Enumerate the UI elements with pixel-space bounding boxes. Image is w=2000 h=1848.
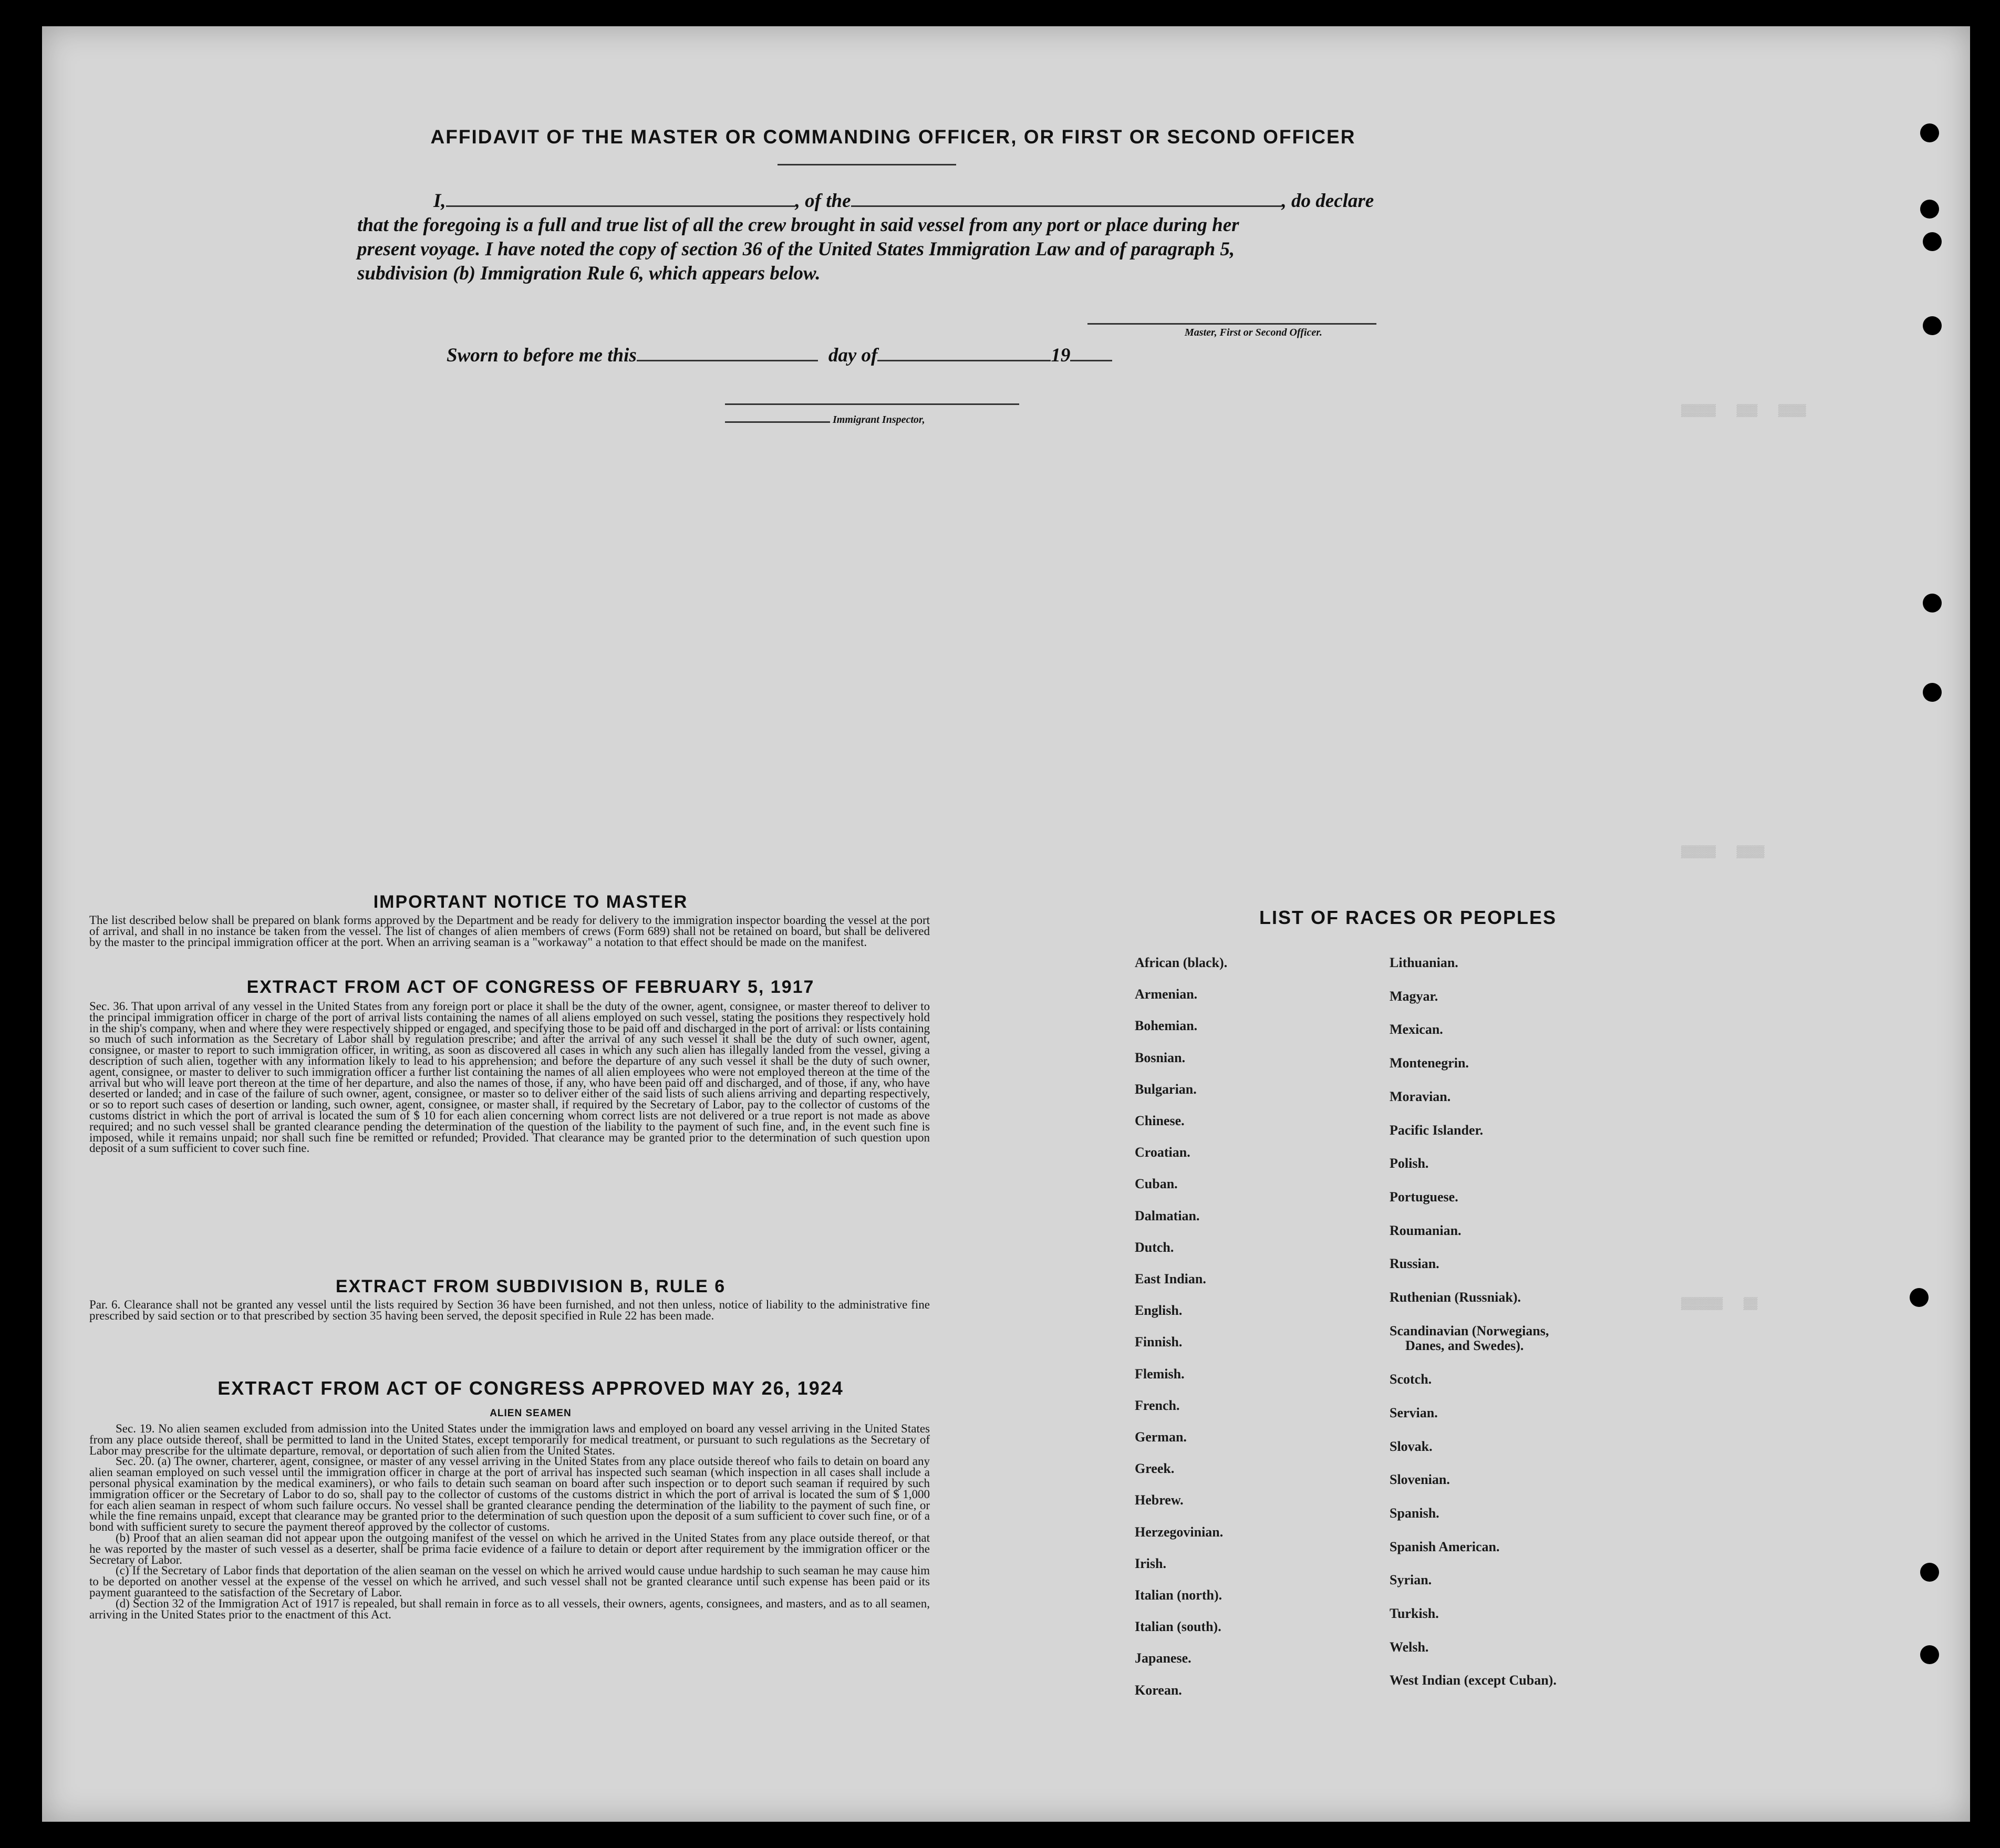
race-item-right: Portuguese. (1390, 1189, 1458, 1205)
declaration-line: that the foregoing is a full and true list of all the crew brought in said vessel from any port or place during her (357, 214, 1239, 236)
extract-1924-subtitle: ALIEN SEAMEN (490, 1408, 572, 1419)
bleed-through-text: ▒▒▒▒▒ ▒▒▒ ▒▒▒▒ (1681, 404, 1806, 418)
affidavit-declaration (357, 189, 1424, 286)
punch-hole (1923, 594, 1942, 612)
punch-hole (1920, 1563, 1939, 1582)
race-item-left: German. (1135, 1429, 1187, 1445)
race-item-left: Korean. (1135, 1682, 1182, 1698)
race-item-right: Moravian. (1390, 1088, 1451, 1104)
extract-1917-title: EXTRACT FROM ACT OF CONGRESS OF FEBRUARY 5, 1917 (246, 977, 815, 997)
sworn-label: Sworn to before me this (447, 345, 637, 366)
race-item-right: Pacific Islander. (1390, 1122, 1484, 1138)
race-item-right: West Indian (except Cuban). (1390, 1673, 1557, 1688)
race-item-left: Cuban. (1135, 1176, 1178, 1192)
race-item-left: Japanese. (1135, 1650, 1191, 1666)
extract-rule6-text: Par. 6. Clearance shall not be granted any vessel until the lists required by Section 36 have been furnished, and not then unless, notice of liability to the administrative fine prescribed by said section or to that prescribed by section 35 having been served, the deposit specified in Rule 22 has been made. (89, 1298, 930, 1322)
races-title: LIST OF RACES OR PEOPLES (1259, 907, 1557, 928)
signature-line[interactable] (1087, 323, 1376, 325)
signature-label: Master, First or Second Officer. (1185, 327, 1322, 338)
inspector-label: Immigrant Inspector, (833, 414, 925, 425)
declaration-line: present voyage. I have noted the copy of section 36 of the United States Immigration Law and of paragraph 5, (357, 238, 1235, 260)
inspector-signature-line[interactable] (725, 403, 1019, 405)
vessel-field[interactable] (851, 205, 1282, 207)
extract-1924-paragraph: Sec. 20. (a) The owner, charterer, agent, consignee, or master of any vessel arriving in the United States from any place outside thereof who fails to detain on board any alien seaman employed on such vessel until the immigration officer in charge at the port of arrival has inspected such seaman (which inspection in all cases shall include a personal physical examination by the medical examiners), or who fails to detain such seaman on board after such inspection or to deport such seaman if required by such immigration officer or the Secretary of Labor to do so, shall pay to the collector of customs of the customs district in which the port of arrival is located the sum of $ 1,000 for each alien seaman in respect of whom such failure occurs. No vessel shall be granted clearance pending the determination of the liability to the payment of such fine, or while the fine remains unpaid, except that clearance may be granted prior to the determination of such question upon the deposit of a sum sufficient to cover such fine, or of a bond with sufficient surety to secure the payment thereof approved by the collector of customs. (89, 1455, 930, 1534)
race-item-left: Croatian. (1135, 1145, 1190, 1160)
extract-1924-paragraph: (b) Proof that an alien seaman did not appear upon the outgoing manifest of the vessel on which he arrived in the United States from any place outside thereof, or that he was reported by the master of such vessel as a deserter, shall be prima facie evidence of a failure to detain or deport after requirement by the immigration officer or the Secretary of Labor. (89, 1531, 930, 1566)
race-item-left: Hebrew. (1135, 1492, 1184, 1508)
declaration-of-the: , of the (795, 190, 851, 212)
race-item-left: East Indian. (1135, 1271, 1206, 1286)
race-item-left: Chinese. (1135, 1113, 1185, 1128)
race-item-left: Irish. (1135, 1555, 1166, 1571)
declaration-i: I, (433, 190, 446, 212)
punch-hole (1920, 200, 1939, 219)
race-item-left: Flemish. (1135, 1366, 1185, 1382)
race-item-right: Turkish. (1390, 1606, 1439, 1621)
race-item-left: Bulgarian. (1135, 1081, 1197, 1097)
bleed-through-text: ▒▒▒▒▒▒ ▒▒ (1681, 1297, 1758, 1311)
notice-title: IMPORTANT NOTICE TO MASTER (373, 892, 688, 912)
race-item-right: Polish. (1390, 1156, 1429, 1171)
manifest-sheet (42, 26, 1970, 1822)
punch-hole (1923, 232, 1942, 251)
inspector-short-line (725, 421, 830, 423)
race-item-right: Slovenian. (1390, 1472, 1450, 1488)
race-item-right: Scotch. (1390, 1372, 1432, 1387)
sworn-line (447, 344, 1112, 367)
race-item-right: Roumanian. (1390, 1222, 1462, 1238)
race-item-left: Greek. (1135, 1461, 1175, 1477)
race-item-right: Welsh. (1390, 1639, 1429, 1655)
punch-hole (1923, 316, 1942, 335)
race-item-right: Mexican. (1390, 1022, 1443, 1037)
race-item-right: Slovak. (1390, 1438, 1433, 1454)
declaration-line: subdivision (b) Immigration Rule 6, which appears below. (357, 263, 821, 284)
sworn-day-field[interactable] (637, 360, 818, 361)
extract-1924-paragraph: (c) If the Secretary of Labor finds that deportation of the alien seaman on the vessel on which he arrived would cause undue hardship to such seaman he may cause him to be deported on another vessel at the expense of the vessel on which he arrived, and such vessel shall not be granted clearance until such expense has been paid or its payment guaranteed to the satisfaction of the Secretary of Labor. (89, 1564, 930, 1599)
punch-hole (1920, 123, 1939, 142)
extract-1924-paragraph: (d) Section 32 of the Immigration Act of 1917 is repealed, but shall remain in force as to all vessels, their owners, agents, consignees, and masters, and as to all seamen, arriving in the United States prior to the enactment of this Act. (89, 1596, 930, 1621)
affidavit-title: AFFIDAVIT OF THE MASTER OR COMMANDING OFFICER, OR FIRST OR SECOND OFFICER (430, 126, 1356, 148)
race-item-left: Armenian. (1135, 987, 1198, 1002)
extract-1917-text: Sec. 36. That upon arrival of any vessel in the United States from any foreign port or place it shall be the duty of the owner, agent, consignee, or master thereof to deliver to the principal immigration officer in charge of the port of arrival lists containing the names of all aliens employed on such vessel, stating the positions they respectively hold in the ship's company, when and where they were respectively shipped or engaged, and specifying those to be paid off and discharged in the port of arrival: or lists containing so much of such information as the Secretary of Labor shall by regulation prescribe; and after the arrival of any such vessel it shall be the duty of such owner, agent, consignee, or master to report to such immigration officer, in writing, as soon as discovered all cases in which any such alien has illegally landed from the vessel, giving a description of such alien, together with any information likely to lead to his apprehension; and before the departure of any such vessel it shall be the duty of such owner, agent, consignee, or master to deliver to such immigration officer a further list containing the names of all alien employees who were not employed thereon at the time of the arrival but who will leave port thereon at the time of her departure, and also the names of those, if any, who have been paid off and discharged, and of those, if any, who have deserted or landed; and in case of the failure of such owner, agent, consignee, or master so to deliver either of the said lists of such aliens arriving and departing respectively, or so to report such cases of desertion or landing, such owner, agent, consignee, or master shall, if required by the Secretary of Labor, pay to the collector of customs of the customs district in which the port of arrival is located the sum of $ 10 for each alien concerning whom correct lists are not delivered or a true report is not made as above required; and no such vessel shall be granted clearance pending the determination of the question of the liability to the payment of such fine, and, in the event such fine is imposed, while it remains unpaid; nor shall such fine be remitted or refunded; Provided. That clearance may be granted prior to the determination of such question upon deposit of a sum sufficient to cover such fine. (89, 1000, 930, 1155)
race-item-left: Italian (north). (1135, 1587, 1222, 1603)
race-item-right: Lithuanian. (1390, 955, 1458, 970)
race-item-left: French. (1135, 1397, 1180, 1413)
race-item-right: Spanish. (1390, 1505, 1439, 1521)
year-prefix: 19 (1051, 345, 1071, 366)
race-item-right: Montenegrin. (1390, 1055, 1469, 1071)
race-item-left: African (black). (1135, 955, 1228, 970)
race-item-left: Italian (south). (1135, 1619, 1221, 1635)
race-item-left: Dalmatian. (1135, 1208, 1200, 1223)
race-item-right: Ruthenian (Russniak). (1390, 1290, 1521, 1305)
race-item-right: Servian. (1390, 1405, 1438, 1420)
race-item-right: Spanish American. (1390, 1539, 1500, 1554)
sworn-year-field[interactable] (1070, 360, 1112, 361)
name-field[interactable] (446, 205, 795, 207)
extract-1924-paragraph: Sec. 19. No alien seamen excluded from admission into the United States under the immigration laws and employed on board any vessel arriving in the United States from any place outside thereof, shall be permitted to land in the United States, except temporarily for medical treatment, or pursuant to such regulations as the Secretary of Labor may prescribe for the ultimate departure, removal, or deportation of such alien from the United States. (89, 1422, 930, 1457)
title-rule (778, 164, 956, 165)
punch-hole (1920, 1645, 1939, 1664)
day-of-label: day of (828, 345, 878, 366)
declaration-do-declare: , do declare (1281, 190, 1374, 212)
race-item-left: Finnish. (1135, 1334, 1183, 1350)
punch-hole (1910, 1288, 1929, 1307)
race-item-right: Syrian. (1390, 1572, 1432, 1588)
notice-text: The list described below shall be prepared on blank forms approved by the Department and be ready for delivery to the immigration inspector boarding the vessel at the port of arrival, and shall in no instance be taken from the vessel. The list of changes of alien members of crews (Form 689) shall not be retained on board, but shall be delivered by the master to the principal immigration officer at the port. When an arriving seaman is a "workaway" a notation to that effect should be made on the manifest. (89, 913, 930, 949)
race-item-right: Russian. (1390, 1256, 1439, 1272)
race-item-left: Bosnian. (1135, 1050, 1186, 1065)
race-item-right: Scandinavian (Norwegians, (1390, 1323, 1549, 1338)
bleed-through-text: ▒▒▒▒▒ ▒▒▒▒ (1681, 846, 1765, 859)
race-item-left: Bohemian. (1135, 1018, 1198, 1034)
extract-1924-title: EXTRACT FROM ACT OF CONGRESS APPROVED MAY 26, 1924 (217, 1377, 844, 1399)
race-item-left: English. (1135, 1303, 1183, 1318)
punch-hole (1923, 683, 1942, 702)
extract-1924-body (89, 1424, 930, 1620)
extract-rule6-title: EXTRACT FROM SUBDIVISION B, RULE 6 (335, 1276, 726, 1296)
race-item-left: Dutch. (1135, 1239, 1174, 1255)
race-item-right: Danes, and Swedes). (1405, 1338, 1524, 1354)
sworn-month-field[interactable] (877, 360, 1051, 361)
race-item-right: Magyar. (1390, 988, 1438, 1004)
race-item-left: Herzegovinian. (1135, 1524, 1224, 1540)
